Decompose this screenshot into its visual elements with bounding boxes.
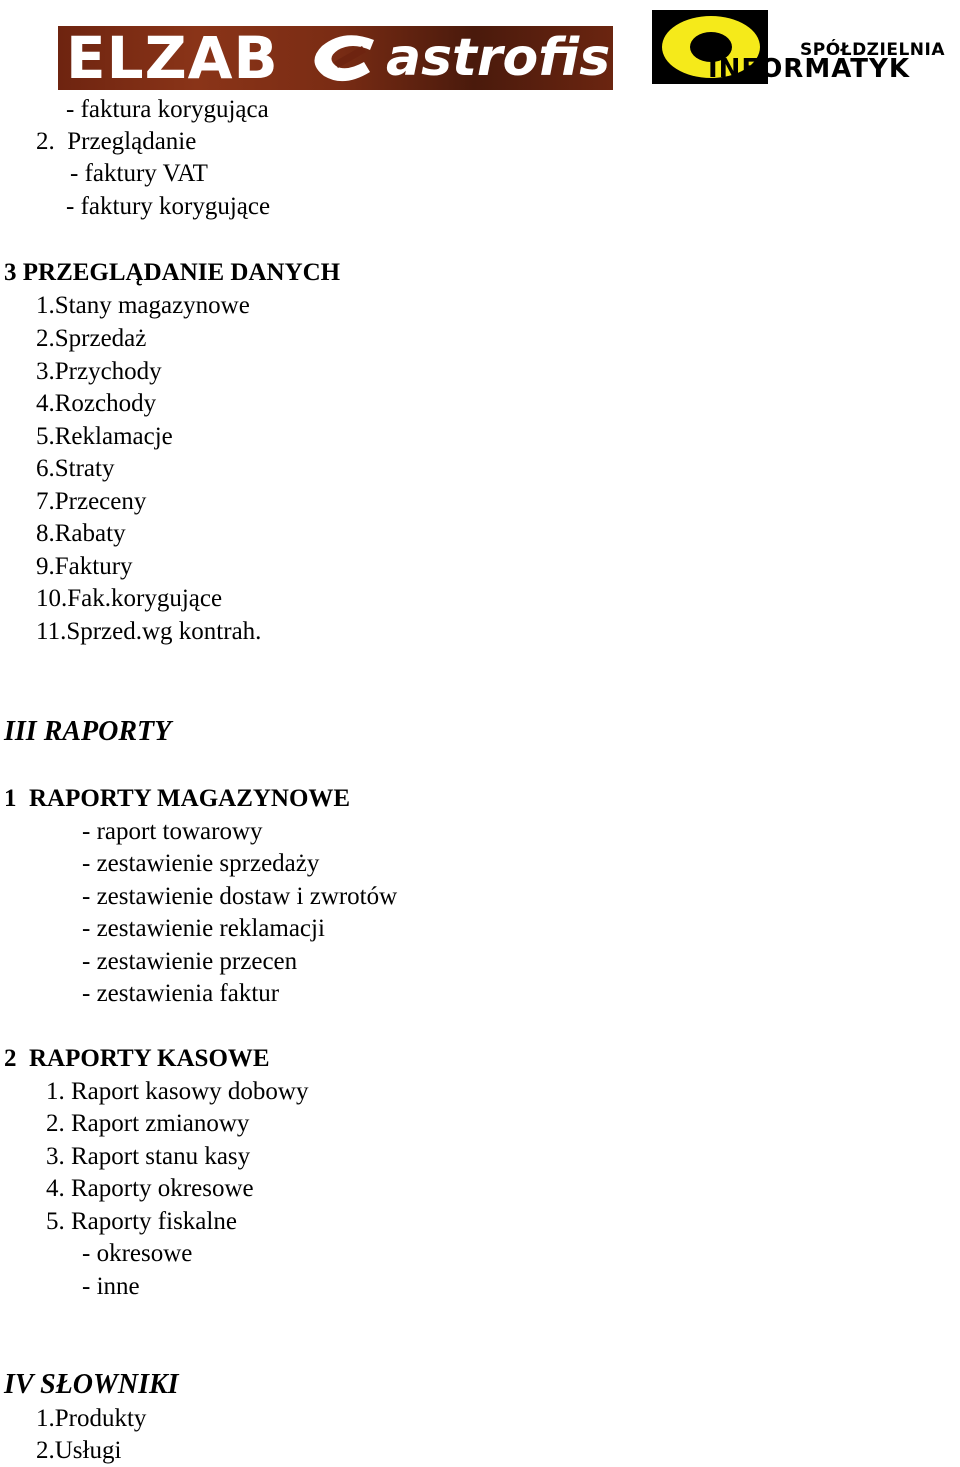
gastrofis-g-swoosh-icon [304, 32, 384, 86]
informatyk-logo-text: INFORMATYK [708, 54, 911, 84]
menu-line: - faktura korygująca [66, 96, 269, 123]
menu-line: 1. Raport kasowy dobowy [46, 1078, 309, 1105]
menu-line: - zestawienie sprzedaży [82, 850, 320, 877]
menu-line: 5.Reklamacje [36, 423, 173, 450]
menu-line: 5. Raporty fiskalne [46, 1208, 237, 1235]
menu-line: 9.Faktury [36, 553, 133, 580]
menu-line: - okresowe [82, 1240, 193, 1267]
menu-line: 4. Raporty okresowe [46, 1175, 254, 1202]
menu-line: - zestawienie dostaw i zwrotów [82, 883, 398, 910]
section-heading: 1 RAPORTY MAGAZYNOWE [4, 785, 351, 812]
spoldzielnia-informatyk-logo [652, 10, 958, 86]
menu-line: 7.Przeceny [36, 488, 147, 515]
elzab-gastrofis-logo [58, 26, 613, 90]
elzab-logo-text: ELZAB [66, 26, 279, 90]
menu-line: - raport towarowy [82, 818, 263, 845]
menu-line: 2.Sprzedaż [36, 325, 147, 352]
menu-line: 2. Przeglądanie [36, 128, 197, 155]
menu-line: - inne [82, 1273, 140, 1300]
menu-line: - zestawienie przecen [82, 948, 298, 975]
menu-line: 1.Stany magazynowe [36, 292, 250, 319]
menu-line: 8.Rabaty [36, 520, 126, 547]
menu-line: 3. Raport stanu kasy [46, 1143, 251, 1170]
menu-line: 2. Raport zmianowy [46, 1110, 250, 1137]
menu-line: 2.Usługi [36, 1437, 122, 1464]
section-heading: 2 RAPORTY KASOWE [4, 1045, 270, 1072]
menu-line: 4.Rozchody [36, 390, 157, 417]
chapter-heading: IV SŁOWNIKI [4, 1369, 179, 1400]
menu-line: 11.Sprzed.wg kontrah. [36, 618, 262, 645]
menu-line: - zestawienie reklamacji [82, 915, 325, 942]
menu-line: 1.Produkty [36, 1405, 147, 1432]
chapter-heading: III RAPORTY [4, 716, 172, 747]
menu-line: - zestawienia faktur [82, 980, 280, 1007]
gastrofis-logo-text: astrofis [386, 28, 611, 88]
menu-line: - faktury korygujące [66, 193, 271, 220]
spoldzielnia-logo-text: SPÓŁDZIELNIA [800, 40, 945, 60]
menu-line: 6.Straty [36, 455, 115, 482]
menu-line: 10.Fak.korygujące [36, 585, 223, 612]
menu-line: 3.Przychody [36, 358, 162, 385]
menu-line: - faktury VAT [70, 160, 208, 187]
section-heading: 3 PRZEGLĄDANIE DANYCH [4, 259, 341, 286]
